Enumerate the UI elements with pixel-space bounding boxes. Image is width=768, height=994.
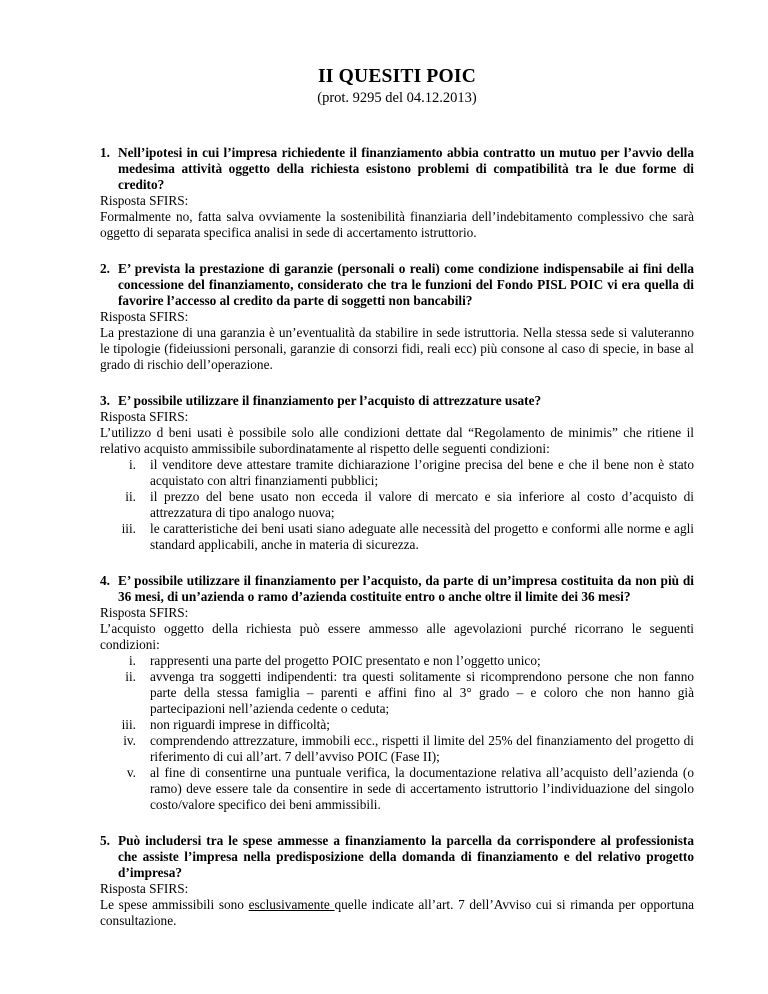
list-item-number: iii.: [121, 521, 136, 536]
conditions-list: [100, 457, 694, 553]
list-item-number: i.: [128, 457, 136, 472]
list-item-text: al fine di consentirne una puntuale verifica, la documentazione relativa all’acquisto dell’azienda (o ramo) deve essere tale da consentire in sede di accertamento istruttorio l’individuazione del singolo costo/valore specifico dei beni ammissibili.: [150, 765, 694, 812]
answer-label: Risposta SFIRS:: [100, 605, 189, 620]
question-number: 4.: [100, 573, 110, 588]
answer-text-end: quelle indicate all’art. 7 dell’Avviso cui si rimanda per opportuna consultazione.: [100, 897, 694, 928]
question-number: 5.: [100, 833, 110, 848]
list-item: [100, 653, 694, 669]
qa-block-1: [100, 145, 694, 241]
question-text: Nell’ipotesi in cui l’impresa richiedente il finanziamento abbia contratto un mutuo per l’avvio della medesima attività oggetto della richiesta esistono problemi di compatibilità tra le due forme di credito?: [118, 145, 694, 192]
answer-text: La prestazione di una garanzia è un’eventualità da stabilire in sede istruttoria. Nella stessa sede si valuteranno le tipologie (fideiussioni personali, garanzie di consorzi fidi, reali ecc) più consone al caso di specie, in base al grado di rischio dell’operazione.: [100, 325, 694, 372]
conditions-list: [100, 653, 694, 813]
answer-text: [100, 897, 694, 929]
list-item-text: non riguardi imprese in difficoltà;: [150, 717, 330, 732]
list-item: [100, 717, 694, 733]
answer-text: L’acquisto oggetto della richiesta può essere ammesso alle agevolazioni purché ricorrano le seguenti condizioni:: [100, 621, 694, 652]
answer-label: Risposta SFIRS:: [100, 881, 189, 896]
list-item-number: i.: [128, 653, 136, 668]
answer-text: Formalmente no, fatta salva ovviamente la sostenibilità finanziaria dell’indebitamento complessivo che sarà oggetto di separata specifica analisi in sede di accertamento istruttorio.: [100, 209, 694, 240]
question-number: 2.: [100, 261, 110, 276]
list-item-number: v.: [126, 765, 136, 780]
list-item-text: avvenga tra soggetti indipendenti: tra questi solitamente si ricomprendono persone che non fanno parte della stessa famiglia – parenti e affini fino al 3° grado – e coloro che non hanno già partecipazioni nell’azienda cedente o ceduta;: [150, 669, 694, 716]
document-title: II QUESITI POIC: [318, 66, 476, 87]
qa-block-4: [100, 573, 694, 813]
qa-block-3: [100, 393, 694, 553]
list-item: [100, 733, 694, 765]
answer-label: Risposta SFIRS:: [100, 193, 189, 208]
answer-label: Risposta SFIRS:: [100, 409, 189, 424]
question-text: E’ possibile utilizzare il finanziamento per l’acquisto di attrezzature usate?: [118, 393, 542, 408]
question-text: Può includersi tra le spese ammesse a finanziamento la parcella da corrispondere al professionista che assiste l’impresa nella predisposizione della domanda di finanziamento e del relativo progetto d’impresa?: [118, 833, 694, 880]
question-4: [100, 573, 694, 605]
question-number: 1.: [100, 145, 110, 160]
question-5: [100, 833, 694, 881]
list-item-text: il venditore deve attestare tramite dichiarazione l’origine precisa del bene e che il bene non è stato acquistato con altri finanziamenti pubblici;: [150, 457, 694, 488]
question-number: 3.: [100, 393, 110, 408]
list-item: [100, 669, 694, 717]
question-3: [100, 393, 694, 409]
list-item-text: rappresenti una parte del progetto POIC presentato e non l’oggetto unico;: [150, 653, 541, 668]
answer-text-start: Le spese ammissibili sono: [100, 897, 249, 912]
document-page: [100, 66, 694, 929]
list-item: [100, 457, 694, 489]
qa-block-2: [100, 261, 694, 373]
answer-text: L’utilizzo d beni usati è possibile solo alle condizioni dettate dal “Regolamento de minimis” che ritiene il relativo acquisto ammissibile subordinatamente al rispetto delle seguenti condizioni:: [100, 425, 694, 456]
list-item: [100, 521, 694, 553]
qa-block-5: [100, 833, 694, 929]
question-text: E’ possibile utilizzare il finanziamento per l’acquisto, da parte di un’impresa costituita da non più di 36 mesi, di un’azienda o ramo d’azienda costituite entro o anche oltre il limite dei 36 mesi?: [118, 573, 694, 604]
list-item-number: iii.: [121, 717, 136, 732]
list-item-number: ii.: [125, 669, 136, 684]
answer-emphasis: esclusivamente: [248, 897, 335, 912]
answer-label: Risposta SFIRS:: [100, 309, 189, 324]
list-item: [100, 765, 694, 813]
list-item-text: il prezzo del bene usato non ecceda il valore di mercato e sia inferiore al costo d’acquisto di attrezzatura di tipo analogo nuova;: [150, 489, 694, 520]
list-item: [100, 489, 694, 521]
list-item-number: iv.: [123, 733, 136, 748]
list-item-text: comprendendo attrezzature, immobili ecc., rispetti il limite del 25% del finanziamento del progetto di riferimento di cui all’art. 7 dell’avviso POIC (Fase II);: [150, 733, 694, 764]
list-item-text: le caratteristiche dei beni usati siano adeguate alle necessità del progetto e conformi alle norme e agli standard applicabili, anche in materia di sicurezza.: [150, 521, 694, 552]
question-text: E’ prevista la prestazione di garanzie (personali o reali) come condizione indispensabile ai fini della concessione del finanziamento, considerato che tra le funzioni del Fondo PISL POIC vi era quella di favorire l’accesso al credito da parte di soggetti non bancabili?: [118, 261, 694, 308]
question-2: [100, 261, 694, 309]
document-subtitle: (prot. 9295 del 04.12.2013): [317, 90, 477, 106]
question-1: [100, 145, 694, 193]
list-item-number: ii.: [125, 489, 136, 504]
